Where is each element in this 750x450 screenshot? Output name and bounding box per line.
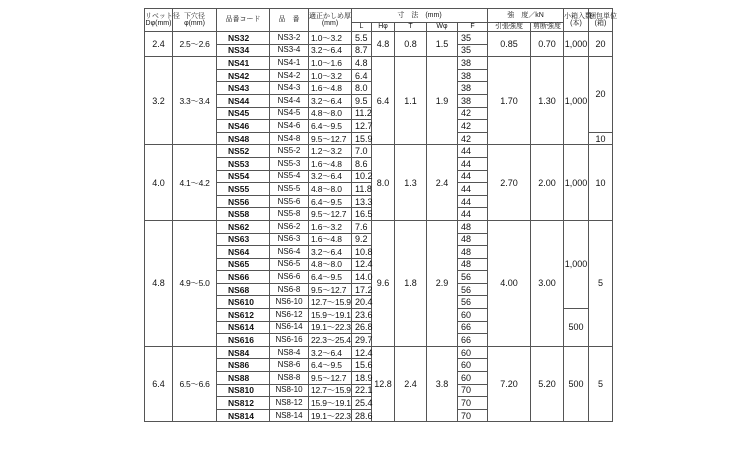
length-cell: 11.8	[352, 183, 372, 196]
length-cell: 4.8	[352, 57, 372, 70]
part-cell: NS5-4	[270, 170, 309, 183]
length-cell: 7.6	[352, 220, 372, 233]
code-cell: NS41	[217, 57, 270, 70]
f-cell: 38	[458, 94, 488, 107]
code-cell: NS65	[217, 258, 270, 271]
code-cell: NS52	[217, 145, 270, 158]
f-cell: 42	[458, 120, 488, 133]
shear-cell: 1.30	[531, 57, 564, 145]
length-cell: 12.4	[352, 258, 372, 271]
header-rivet-dia: リベット径 Dφ(mm)	[145, 9, 173, 32]
mandrel-dia-cell: 2.4	[427, 145, 458, 221]
tensile-cell: 2.70	[488, 145, 531, 221]
grip-cell: 1.6〜4.8	[309, 233, 352, 246]
part-cell: NS4-8	[270, 132, 309, 145]
header-H: Hφ	[372, 23, 395, 32]
header-part: 品 番	[270, 9, 309, 32]
rivet-dia-cell: 4.0	[145, 145, 173, 221]
part-cell: NS5-6	[270, 195, 309, 208]
f-cell: 35	[458, 44, 488, 57]
hole-dia-cell: 3.3〜3.4	[173, 57, 217, 145]
length-cell: 8.6	[352, 157, 372, 170]
part-cell: NS8-6	[270, 359, 309, 372]
grip-cell: 3.2〜6.4	[309, 246, 352, 259]
length-cell: 18.9	[352, 372, 372, 385]
grip-cell: 1.0〜1.6	[309, 57, 352, 70]
grip-cell: 3.2〜6.4	[309, 44, 352, 57]
spec-body	[145, 32, 613, 422]
length-cell: 9.5	[352, 94, 372, 107]
tensile-cell: 4.00	[488, 220, 531, 346]
header-tensile: 引張強度	[488, 23, 531, 32]
part-cell: NS6-8	[270, 283, 309, 296]
part-cell: NS6-6	[270, 271, 309, 284]
pack-unit-cell: 20	[589, 32, 613, 57]
f-cell: 44	[458, 170, 488, 183]
f-cell: 48	[458, 258, 488, 271]
f-cell: 44	[458, 195, 488, 208]
header-hole-dia: 下穴径 φ(mm)	[173, 9, 217, 32]
code-cell: NS53	[217, 157, 270, 170]
length-cell: 26.8	[352, 321, 372, 334]
f-cell: 48	[458, 220, 488, 233]
length-cell: 8.7	[352, 44, 372, 57]
code-cell: NS55	[217, 183, 270, 196]
grip-cell: 1.6〜4.8	[309, 82, 352, 95]
f-cell: 48	[458, 233, 488, 246]
length-cell: 25.4	[352, 397, 372, 410]
shear-cell: 3.00	[531, 220, 564, 346]
table-row	[145, 220, 613, 233]
grip-cell: 22.3〜25.4	[309, 334, 352, 347]
length-cell: 9.2	[352, 233, 372, 246]
f-cell: 44	[458, 145, 488, 158]
code-cell: NS34	[217, 44, 270, 57]
header-W: Wφ	[427, 23, 458, 32]
grip-cell: 19.1〜22.3	[309, 321, 352, 334]
code-cell: NS616	[217, 334, 270, 347]
code-cell: NS42	[217, 69, 270, 82]
tensile-cell: 0.85	[488, 32, 531, 57]
part-cell: NS6-10	[270, 296, 309, 309]
grip-cell: 9.5〜12.7	[309, 283, 352, 296]
pack-unit-cell: 5	[589, 220, 613, 346]
code-cell: NS84	[217, 346, 270, 359]
length-cell: 23.6	[352, 309, 372, 322]
part-cell: NS6-16	[270, 334, 309, 347]
mandrel-dia-cell: 1.9	[427, 57, 458, 145]
length-cell: 10.8	[352, 246, 372, 259]
code-cell: NS44	[217, 94, 270, 107]
part-cell: NS4-6	[270, 120, 309, 133]
length-cell: 14.0	[352, 271, 372, 284]
part-cell: NS3-2	[270, 32, 309, 45]
f-cell: 70	[458, 397, 488, 410]
pack-unit-cell: 10	[589, 132, 613, 145]
thickness-cell: 1.3	[395, 145, 427, 221]
f-cell: 56	[458, 296, 488, 309]
part-cell: NS4-2	[270, 69, 309, 82]
length-cell: 13.3	[352, 195, 372, 208]
part-cell: NS5-8	[270, 208, 309, 221]
part-cell: NS6-3	[270, 233, 309, 246]
rivet-spec-table	[144, 8, 618, 422]
f-cell: 70	[458, 409, 488, 422]
length-cell: 15.6	[352, 359, 372, 372]
header-pack-unit: 梱包単位 (箱)	[589, 9, 613, 32]
code-cell: NS68	[217, 283, 270, 296]
header-code: 品番コード	[217, 9, 270, 32]
grip-cell: 9.5〜12.7	[309, 372, 352, 385]
part-cell: NS6-12	[270, 309, 309, 322]
head-dia-cell: 8.0	[372, 145, 395, 221]
rivet-dia-cell: 2.4	[145, 32, 173, 57]
code-cell: NS54	[217, 170, 270, 183]
header-T: T	[395, 23, 427, 32]
code-cell: NS48	[217, 132, 270, 145]
length-cell: 20.4	[352, 296, 372, 309]
head-dia-cell: 12.8	[372, 346, 395, 422]
part-cell: NS8-8	[270, 372, 309, 385]
f-cell: 44	[458, 183, 488, 196]
code-cell: NS64	[217, 246, 270, 259]
part-cell: NS8-4	[270, 346, 309, 359]
small-box-cell: 500	[564, 346, 589, 422]
grip-cell: 4.8〜8.0	[309, 258, 352, 271]
header-F: F	[458, 23, 488, 32]
code-cell: NS46	[217, 120, 270, 133]
length-cell: 6.4	[352, 69, 372, 82]
rivet-dia-cell: 3.2	[145, 57, 173, 145]
pack-unit-cell: 10	[589, 145, 613, 221]
thickness-cell: 1.1	[395, 57, 427, 145]
shear-cell: 2.00	[531, 145, 564, 221]
part-cell: NS3-4	[270, 44, 309, 57]
head-dia-cell: 4.8	[372, 32, 395, 57]
hole-dia-cell: 4.1〜4.2	[173, 145, 217, 221]
small-box-cell: 1,000	[564, 57, 589, 145]
header-dimensions: 寸 法 (mm)	[352, 9, 488, 23]
header-shear: 剪断強度	[531, 23, 564, 32]
f-cell: 60	[458, 359, 488, 372]
tensile-cell: 7.20	[488, 346, 531, 422]
table-row	[145, 32, 613, 45]
code-cell: NS58	[217, 208, 270, 221]
shear-cell: 0.70	[531, 32, 564, 57]
small-box-cell: 1,000	[564, 145, 589, 221]
length-cell: 7.0	[352, 145, 372, 158]
code-cell: NS614	[217, 321, 270, 334]
length-cell: 22.1	[352, 384, 372, 397]
f-cell: 38	[458, 57, 488, 70]
f-cell: 56	[458, 271, 488, 284]
length-cell: 29.7	[352, 334, 372, 347]
thickness-cell: 1.8	[395, 220, 427, 346]
small-box-cell: 1,000	[564, 220, 589, 308]
f-cell: 38	[458, 82, 488, 95]
f-cell: 48	[458, 246, 488, 259]
shear-cell: 5.20	[531, 346, 564, 422]
part-cell: NS6-4	[270, 246, 309, 259]
length-cell: 16.5	[352, 208, 372, 221]
code-cell: NS32	[217, 32, 270, 45]
length-cell: 12.7	[352, 120, 372, 133]
hole-dia-cell: 6.5〜6.6	[173, 346, 217, 422]
f-cell: 38	[458, 69, 488, 82]
small-box-cell: 500	[564, 309, 589, 347]
grip-cell: 3.2〜6.4	[309, 346, 352, 359]
code-cell: NS43	[217, 82, 270, 95]
f-cell: 60	[458, 309, 488, 322]
code-cell: NS814	[217, 409, 270, 422]
header-L: L	[352, 23, 372, 32]
grip-cell: 9.5〜12.7	[309, 208, 352, 221]
f-cell: 35	[458, 32, 488, 45]
code-cell: NS63	[217, 233, 270, 246]
rivet-dia-cell: 6.4	[145, 346, 173, 422]
part-cell: NS6-2	[270, 220, 309, 233]
hole-dia-cell: 4.9〜5.0	[173, 220, 217, 346]
code-cell: NS86	[217, 359, 270, 372]
pack-unit-cell: 5	[589, 346, 613, 422]
code-cell: NS88	[217, 372, 270, 385]
header-grip: 適正かしめ厚 (mm)	[309, 9, 352, 32]
grip-cell: 15.9〜19.1	[309, 309, 352, 322]
f-cell: 44	[458, 157, 488, 170]
f-cell: 42	[458, 132, 488, 145]
length-cell: 12.4	[352, 346, 372, 359]
hole-dia-cell: 2.5〜2.6	[173, 32, 217, 57]
f-cell: 70	[458, 384, 488, 397]
length-cell: 15.9	[352, 132, 372, 145]
tensile-cell: 1.70	[488, 57, 531, 145]
f-cell: 56	[458, 283, 488, 296]
part-cell: NS4-4	[270, 94, 309, 107]
code-cell: NS45	[217, 107, 270, 120]
f-cell: 66	[458, 321, 488, 334]
f-cell: 66	[458, 334, 488, 347]
code-cell: NS56	[217, 195, 270, 208]
part-cell: NS5-5	[270, 183, 309, 196]
grip-cell: 6.4〜9.5	[309, 359, 352, 372]
length-cell: 11.2	[352, 107, 372, 120]
part-cell: NS5-2	[270, 145, 309, 158]
part-cell: NS4-3	[270, 82, 309, 95]
grip-cell: 6.4〜9.5	[309, 271, 352, 284]
thickness-cell: 0.8	[395, 32, 427, 57]
f-cell: 44	[458, 208, 488, 221]
code-cell: NS810	[217, 384, 270, 397]
grip-cell: 3.2〜6.4	[309, 170, 352, 183]
part-cell: NS6-14	[270, 321, 309, 334]
code-cell: NS610	[217, 296, 270, 309]
f-cell: 42	[458, 107, 488, 120]
code-cell: NS612	[217, 309, 270, 322]
table-row	[145, 57, 613, 70]
grip-cell: 1.0〜3.2	[309, 32, 352, 45]
grip-cell: 12.7〜15.9	[309, 384, 352, 397]
mandrel-dia-cell: 3.8	[427, 346, 458, 422]
grip-cell: 6.4〜9.5	[309, 195, 352, 208]
part-cell: NS4-5	[270, 107, 309, 120]
small-box-cell: 1,000	[564, 32, 589, 57]
head-dia-cell: 9.6	[372, 220, 395, 346]
grip-cell: 3.2〜6.4	[309, 94, 352, 107]
grip-cell: 1.2〜3.2	[309, 145, 352, 158]
f-cell: 60	[458, 346, 488, 359]
grip-cell: 9.5〜12.7	[309, 132, 352, 145]
thickness-cell: 2.4	[395, 346, 427, 422]
part-cell: NS8-10	[270, 384, 309, 397]
table-row	[145, 145, 613, 158]
rivet-dia-cell: 4.8	[145, 220, 173, 346]
length-cell: 8.0	[352, 82, 372, 95]
pack-unit-cell: 20	[589, 57, 613, 133]
grip-cell: 15.9〜19.1	[309, 397, 352, 410]
code-cell: NS62	[217, 220, 270, 233]
part-cell: NS4-1	[270, 57, 309, 70]
header-small-box: 小箱入数 (本)	[564, 9, 589, 32]
header-strength: 強 度／kN	[488, 9, 564, 23]
code-cell: NS66	[217, 271, 270, 284]
length-cell: 28.6	[352, 409, 372, 422]
length-cell: 10.2	[352, 170, 372, 183]
grip-cell: 1.6〜4.8	[309, 157, 352, 170]
mandrel-dia-cell: 1.5	[427, 32, 458, 57]
grip-cell: 1.6〜3.2	[309, 220, 352, 233]
grip-cell: 19.1〜22.3	[309, 409, 352, 422]
part-cell: NS8-14	[270, 409, 309, 422]
length-cell: 5.5	[352, 32, 372, 45]
part-cell: NS5-3	[270, 157, 309, 170]
grip-cell: 12.7〜15.9	[309, 296, 352, 309]
length-cell: 17.2	[352, 283, 372, 296]
mandrel-dia-cell: 2.9	[427, 220, 458, 346]
table-row	[145, 346, 613, 359]
part-cell: NS8-12	[270, 397, 309, 410]
grip-cell: 4.8〜8.0	[309, 107, 352, 120]
grip-cell: 6.4〜9.5	[309, 120, 352, 133]
head-dia-cell: 6.4	[372, 57, 395, 145]
grip-cell: 4.8〜8.0	[309, 183, 352, 196]
grip-cell: 1.0〜3.2	[309, 69, 352, 82]
part-cell: NS6-5	[270, 258, 309, 271]
code-cell: NS812	[217, 397, 270, 410]
f-cell: 60	[458, 372, 488, 385]
